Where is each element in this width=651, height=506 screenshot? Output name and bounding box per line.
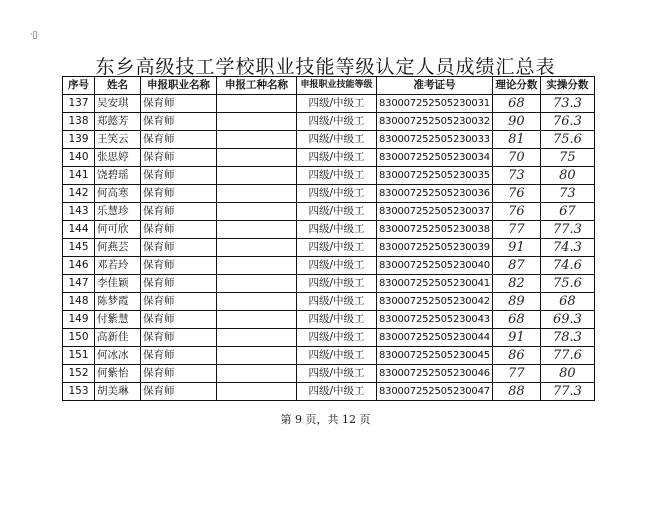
cell-job: 保育师 [141,365,217,383]
cell-practice-score: 77.3 [540,383,594,401]
cell-job: 保育师 [141,347,217,365]
cell-theory-score: 88 [492,383,540,401]
table-row [63,185,595,203]
table-row [63,113,595,131]
document-title: 东乡高级技工学校职业技能等级认定人员成绩汇总表 [95,56,556,78]
scan-speck: ·ﾞ [30,30,38,39]
cell-no: 150 [63,329,95,347]
cell-trade [217,365,297,383]
cell-theory-score: 87 [492,257,540,275]
cell-theory-score: 82 [492,275,540,293]
cell-job: 保育师 [141,257,217,275]
cell-exam-id: 830007252505230039 [377,239,493,257]
cell-name: 郑懿芳 [95,113,141,131]
cell-practice-score: 75.6 [540,131,594,149]
cell-theory-score: 86 [492,347,540,365]
header-exam-id: 准考证号 [377,77,493,95]
cell-no: 137 [63,95,95,113]
cell-job: 保育师 [141,185,217,203]
cell-exam-id: 830007252505230041 [377,275,493,293]
table-row [63,365,595,383]
cell-theory-score: 73 [492,167,540,185]
cell-name: 邓若玲 [95,257,141,275]
cell-exam-id: 830007252505230040 [377,257,493,275]
cell-no: 140 [63,149,95,167]
cell-level: 四级/中级工 [297,221,377,239]
table-row [63,203,595,221]
cell-name: 高新佳 [95,329,141,347]
cell-exam-id: 830007252505230038 [377,221,493,239]
cell-practice-score: 77.6 [540,347,594,365]
cell-trade [217,167,297,185]
cell-level: 四级/中级工 [297,257,377,275]
cell-name: 付紫慧 [95,311,141,329]
cell-exam-id: 830007252505230033 [377,131,493,149]
cell-job: 保育师 [141,311,217,329]
cell-trade [217,257,297,275]
cell-level: 四级/中级工 [297,275,377,293]
cell-exam-id: 830007252505230043 [377,311,493,329]
table-row [63,221,595,239]
cell-theory-score: 76 [492,203,540,221]
cell-level: 四级/中级工 [297,185,377,203]
cell-job: 保育师 [141,383,217,401]
cell-trade [217,203,297,221]
cell-job: 保育师 [141,275,217,293]
cell-exam-id: 830007252505230045 [377,347,493,365]
cell-job: 保育师 [141,239,217,257]
cell-level: 四级/中级工 [297,293,377,311]
table-header-row [63,77,595,95]
cell-practice-score: 75.6 [540,275,594,293]
cell-no: 144 [63,221,95,239]
cell-job: 保育师 [141,329,217,347]
cell-practice-score: 74.6 [540,257,594,275]
cell-name: 王笑云 [95,131,141,149]
cell-name: 何高寒 [95,185,141,203]
cell-trade [217,293,297,311]
cell-trade [217,383,297,401]
header-name: 姓名 [95,77,141,95]
cell-trade [217,329,297,347]
header-trade: 申报工种名称 [217,77,297,95]
cell-theory-score: 91 [492,239,540,257]
cell-job: 保育师 [141,131,217,149]
table-row [63,167,595,185]
cell-trade [217,113,297,131]
table-row [63,311,595,329]
cell-no: 149 [63,311,95,329]
cell-theory-score: 76 [492,185,540,203]
cell-theory-score: 89 [492,293,540,311]
cell-exam-id: 830007252505230037 [377,203,493,221]
cell-practice-score: 68 [540,293,594,311]
cell-job: 保育师 [141,113,217,131]
cell-no: 138 [63,113,95,131]
cell-name: 饶碧瑶 [95,167,141,185]
cell-name: 胡美琳 [95,383,141,401]
cell-practice-score: 67 [540,203,594,221]
table-row [63,95,595,113]
cell-exam-id: 830007252505230047 [377,383,493,401]
cell-exam-id: 830007252505230042 [377,293,493,311]
cell-name: 乐慧珍 [95,203,141,221]
cell-practice-score: 78.3 [540,329,594,347]
cell-no: 142 [63,185,95,203]
cell-name: 何冰冰 [95,347,141,365]
cell-job: 保育师 [141,203,217,221]
header-theory: 理论分数 [492,77,540,95]
cell-level: 四级/中级工 [297,131,377,149]
page-number: 第 9 页，共 12 页 [280,413,371,426]
cell-no: 146 [63,257,95,275]
cell-name: 何燕芸 [95,239,141,257]
cell-job: 保育师 [141,149,217,167]
table-body [63,95,595,401]
cell-no: 152 [63,365,95,383]
cell-theory-score: 81 [492,131,540,149]
cell-practice-score: 73 [540,185,594,203]
table-row [63,293,595,311]
cell-trade [217,185,297,203]
table-row [63,149,595,167]
table-row [63,383,595,401]
cell-exam-id: 830007252505230032 [377,113,493,131]
cell-level: 四级/中级工 [297,347,377,365]
cell-name: 陈梦霞 [95,293,141,311]
cell-level: 四级/中级工 [297,365,377,383]
table-row [63,257,595,275]
cell-exam-id: 830007252505230046 [377,365,493,383]
cell-practice-score: 69.3 [540,311,594,329]
cell-name: 何可欣 [95,221,141,239]
cell-trade [217,95,297,113]
cell-level: 四级/中级工 [297,149,377,167]
cell-name: 李佳颖 [95,275,141,293]
cell-level: 四级/中级工 [297,167,377,185]
cell-exam-id: 830007252505230036 [377,185,493,203]
header-practice: 实操分数 [540,77,594,95]
cell-name: 吴安琪 [95,95,141,113]
table-row [63,131,595,149]
cell-no: 145 [63,239,95,257]
table-row [63,275,595,293]
cell-practice-score: 80 [540,167,594,185]
cell-no: 151 [63,347,95,365]
cell-level: 四级/中级工 [297,329,377,347]
score-table [62,76,595,401]
cell-exam-id: 830007252505230031 [377,95,493,113]
cell-level: 四级/中级工 [297,113,377,131]
cell-trade [217,221,297,239]
cell-trade [217,149,297,167]
cell-no: 147 [63,275,95,293]
header-job: 申报职业名称 [141,77,217,95]
cell-practice-score: 76.3 [540,113,594,131]
cell-no: 143 [63,203,95,221]
cell-exam-id: 830007252505230044 [377,329,493,347]
cell-theory-score: 68 [492,95,540,113]
cell-job: 保育师 [141,221,217,239]
cell-exam-id: 830007252505230035 [377,167,493,185]
cell-trade [217,347,297,365]
cell-level: 四级/中级工 [297,311,377,329]
cell-name: 张思婷 [95,149,141,167]
header-level: 申报职业技能等级 [297,77,377,95]
cell-theory-score: 68 [492,311,540,329]
header-no: 序号 [63,77,95,95]
table-row [63,239,595,257]
cell-trade [217,239,297,257]
cell-trade [217,131,297,149]
cell-job: 保育师 [141,293,217,311]
cell-trade [217,311,297,329]
table-row [63,329,595,347]
cell-no: 141 [63,167,95,185]
cell-no: 148 [63,293,95,311]
cell-practice-score: 75 [540,149,594,167]
cell-practice-score: 74.3 [540,239,594,257]
cell-theory-score: 77 [492,365,540,383]
table-row [63,347,595,365]
cell-no: 139 [63,131,95,149]
cell-trade [217,275,297,293]
cell-level: 四级/中级工 [297,203,377,221]
cell-practice-score: 73.3 [540,95,594,113]
cell-name: 何紫怡 [95,365,141,383]
cell-theory-score: 70 [492,149,540,167]
cell-exam-id: 830007252505230034 [377,149,493,167]
cell-level: 四级/中级工 [297,95,377,113]
cell-theory-score: 77 [492,221,540,239]
cell-job: 保育师 [141,167,217,185]
cell-theory-score: 90 [492,113,540,131]
cell-no: 153 [63,383,95,401]
cell-practice-score: 77.3 [540,221,594,239]
cell-level: 四级/中级工 [297,239,377,257]
cell-theory-score: 91 [492,329,540,347]
cell-level: 四级/中级工 [297,383,377,401]
cell-practice-score: 80 [540,365,594,383]
cell-job: 保育师 [141,95,217,113]
